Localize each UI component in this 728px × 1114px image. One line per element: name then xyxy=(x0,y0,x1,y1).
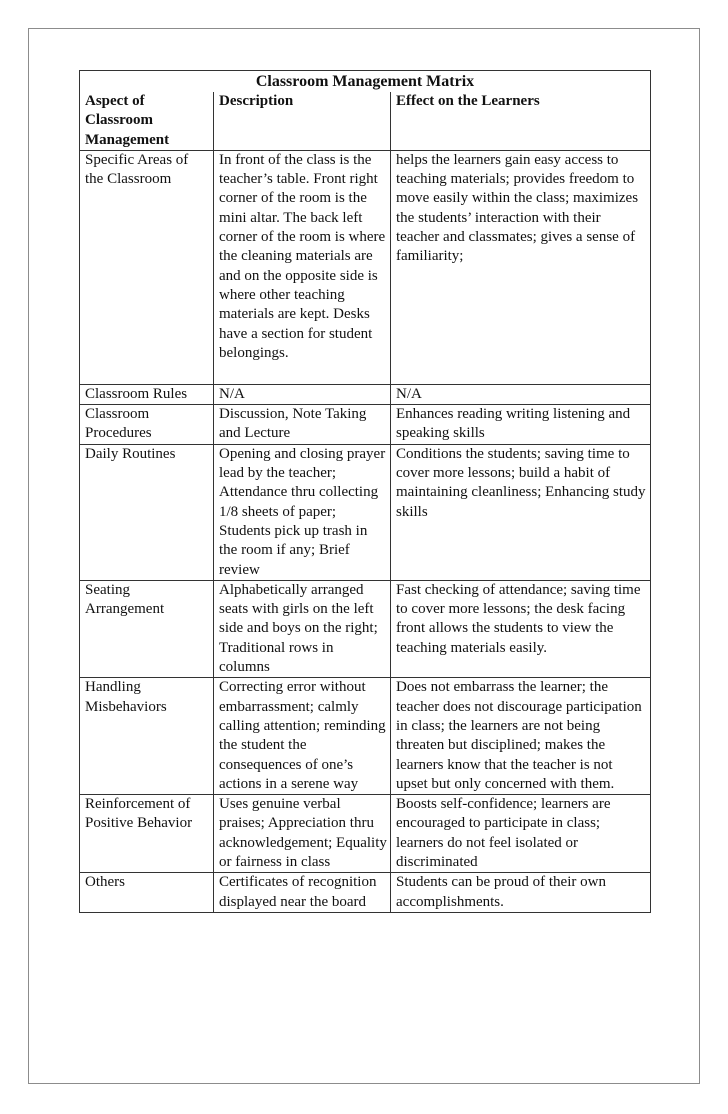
table-row xyxy=(80,150,651,384)
cell-effect: Enhances reading writing listening and speaking skills xyxy=(391,405,651,445)
table-title-row xyxy=(80,71,651,93)
cell-aspect: Classroom Procedures xyxy=(80,405,214,445)
cell-effect: N/A xyxy=(391,384,651,404)
table-title: Classroom Management Matrix xyxy=(80,71,651,93)
cell-description: Opening and closing prayer lead by the teacher; Attendance thru collecting 1/8 sheets of paper; Students pick up trash in the room if any; Brief review xyxy=(214,444,391,580)
table-row xyxy=(80,444,651,580)
table-row xyxy=(80,678,651,795)
cell-aspect: Reinforcement of Positive Behavior xyxy=(80,795,214,873)
table-row xyxy=(80,873,651,913)
cell-effect: Fast checking of attendance; saving time to cover more lessons; the desk facing front allows the students to view the teaching materials easily. xyxy=(391,580,651,677)
cell-aspect: Others xyxy=(80,873,214,913)
cell-effect: Boosts self-confidence; learners are encouraged to participate in class; learners do not feel isolated or discriminated xyxy=(391,795,651,873)
table-row xyxy=(80,580,651,677)
cell-description: Uses genuine verbal praises; Appreciation thru acknowledgement; Equality or fairness in class xyxy=(214,795,391,873)
cell-aspect: Seating Arrangement xyxy=(80,580,214,677)
header-effect: Effect on the Learners xyxy=(391,92,651,150)
cell-description: N/A xyxy=(214,384,391,404)
header-description: Description xyxy=(214,92,391,150)
cell-description: In front of the class is the teacher’s table. Front right corner of the room is the mini altar. The back left corner of the room is where the cleaning materials are and on the opposite side is where other teaching materials are kept. Desks have a section for student belongings. xyxy=(214,150,391,384)
classroom-management-matrix xyxy=(79,70,651,913)
table-row xyxy=(80,384,651,404)
cell-effect: helps the learners gain easy access to teaching materials; provides freedom to move easily within the class; maximizes the students’ interaction with their teacher and classmates; gives a sense of familiarity; xyxy=(391,150,651,384)
cell-aspect: Classroom Rules xyxy=(80,384,214,404)
table-row xyxy=(80,405,651,445)
cell-effect: Conditions the students; saving time to cover more lessons; build a habit of maintaining cleanliness; Enhancing study skills xyxy=(391,444,651,580)
cell-description: Correcting error without embarrassment; calmly calling attention; reminding the student the consequences of one’s actions in a serene way xyxy=(214,678,391,795)
cell-description: Certificates of recognition displayed near the board xyxy=(214,873,391,913)
cell-aspect: Specific Areas of the Classroom xyxy=(80,150,214,384)
cell-description: Discussion, Note Taking and Lecture xyxy=(214,405,391,445)
cell-effect: Students can be proud of their own accomplishments. xyxy=(391,873,651,913)
table-row xyxy=(80,795,651,873)
cell-effect: Does not embarrass the learner; the teacher does not discourage participation in class; the learners are not being threaten but disciplined; makes the learners know that the teacher is not upset but only concerned with them. xyxy=(391,678,651,795)
header-aspect: Aspect of Classroom Management xyxy=(80,92,214,150)
cell-description: Alphabetically arranged seats with girls on the left side and boys on the right; Traditional rows in columns xyxy=(214,580,391,677)
table-header-row xyxy=(80,92,651,150)
cell-aspect: Daily Routines xyxy=(80,444,214,580)
cell-aspect: Handling Misbehaviors xyxy=(80,678,214,795)
